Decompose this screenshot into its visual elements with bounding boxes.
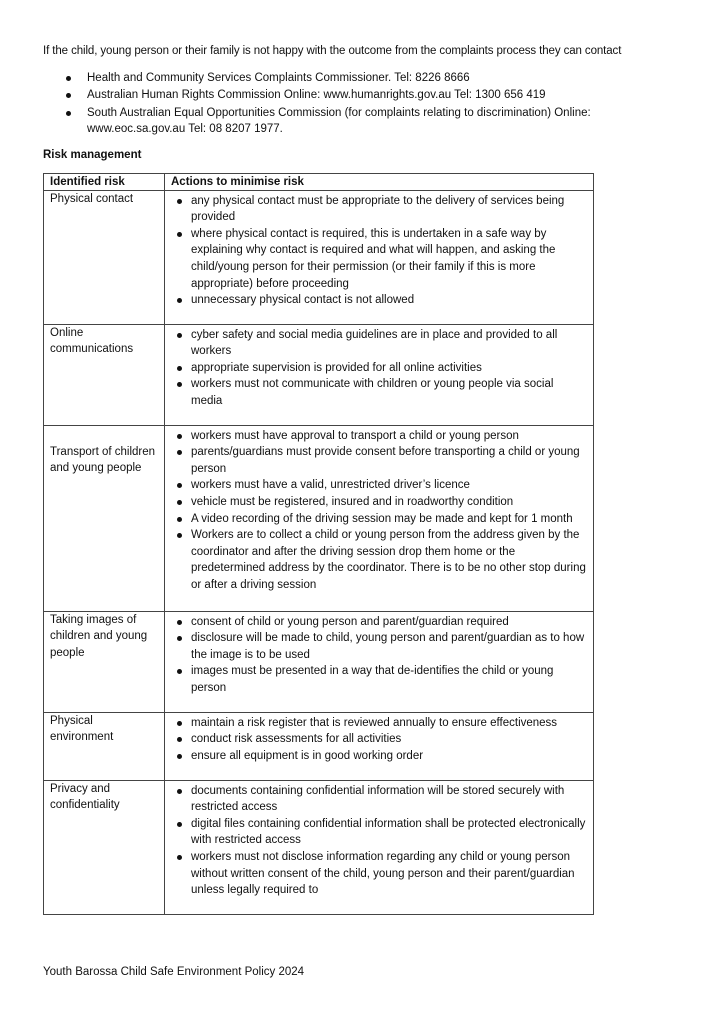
actions-list (171, 428, 587, 594)
list-item: cyber safety and social media guidelines are in place and provided to all workers (191, 327, 587, 360)
risk-cell: Taking images of children and young people (44, 611, 165, 712)
actions-list (171, 327, 587, 410)
table-row (44, 190, 594, 324)
list-item: disclosure will be made to child, young person and parent/guardian as to how the image is to be used (191, 630, 587, 663)
table-row (44, 425, 594, 611)
contact-item: South Australian Equal Opportunities Commission (for complaints relating to discrimination) Online: www.eoc.sa.gov.au Tel: 08 8207 1977. (87, 105, 627, 138)
list-item: images must be presented in a way that de-identifies the child or young person (191, 663, 587, 696)
actions-cell (165, 425, 594, 611)
list-item: any physical contact must be appropriate to the delivery of services being provided (191, 193, 587, 226)
table-header-row (44, 173, 594, 190)
list-item: maintain a risk register that is reviewed annually to ensure effectiveness (191, 715, 587, 732)
actions-list (171, 715, 587, 765)
contact-item: Health and Community Services Complaints Commissioner. Tel: 8226 8666 (87, 70, 627, 87)
risk-cell: Online communications (44, 324, 165, 425)
risk-cell: Privacy and confidentiality (44, 780, 165, 914)
list-item: workers must not disclose information regarding any child or young person without written consent of the child, young person and their parent/guardian unless legally required to (191, 849, 587, 899)
document-page (43, 43, 683, 915)
contact-item: Australian Human Rights Commission Online: www.humanrights.gov.au Tel: 1300 656 419 (87, 87, 627, 104)
actions-cell (165, 190, 594, 324)
intro-paragraph: If the child, young person or their family is not happy with the outcome from the complaints process they can contact (43, 45, 622, 57)
list-item: A video recording of the driving session may be made and kept for 1 month (191, 511, 587, 528)
list-item: appropriate supervision is provided for all online activities (191, 360, 587, 377)
column-header-actions: Actions to minimise risk (165, 173, 594, 190)
actions-cell (165, 611, 594, 712)
list-item: unnecessary physical contact is not allowed (191, 292, 587, 309)
actions-list (171, 614, 587, 697)
actions-list (171, 783, 587, 899)
list-item: vehicle must be registered, insured and in roadworthy condition (191, 494, 587, 511)
list-item: workers must not communicate with children or young people via social media (191, 376, 587, 409)
list-item: parents/guardians must provide consent before transporting a child or young person (191, 444, 587, 477)
actions-list (171, 193, 587, 309)
list-item: ensure all equipment is in good working order (191, 748, 587, 765)
table-row (44, 324, 594, 425)
risk-cell (44, 425, 165, 611)
table-row (44, 611, 594, 712)
section-heading: Risk management (43, 148, 142, 161)
risk-cell: Physical contact (44, 190, 165, 324)
list-item: where physical contact is required, this is undertaken in a safe way by explaining why contact is required and what will happen, and asking the child/young person for their permission (or their family if this is more appropriate) before proceeding (191, 226, 587, 292)
list-item: workers must have approval to transport a child or young person (191, 428, 587, 445)
actions-cell (165, 780, 594, 914)
risk-table (43, 173, 594, 915)
actions-cell (165, 324, 594, 425)
actions-cell (165, 712, 594, 780)
column-header-risk: Identified risk (44, 173, 165, 190)
risk-cell: Physical environment (44, 712, 165, 780)
table-row (44, 712, 594, 780)
list-item: workers must have a valid, unrestricted driver’s licence (191, 477, 587, 494)
risk-label: Transport of children and young people (50, 445, 156, 475)
list-item: Workers are to collect a child or young person from the address given by the coordinator and after the driving session drop them home or the predetermined address by the coordinator. There is to be no other stop during or after a driving session (191, 527, 587, 593)
list-item: digital files containing confidential information shall be protected electronically with restricted access (191, 816, 587, 849)
list-item: documents containing confidential information will be stored securely with restricted access (191, 783, 587, 816)
list-item: consent of child or young person and parent/guardian required (191, 614, 587, 631)
table-row (44, 780, 594, 914)
contact-list (43, 70, 683, 138)
list-item: conduct risk assessments for all activities (191, 731, 587, 748)
page-footer: Youth Barossa Child Safe Environment Policy 2024 (43, 966, 305, 978)
